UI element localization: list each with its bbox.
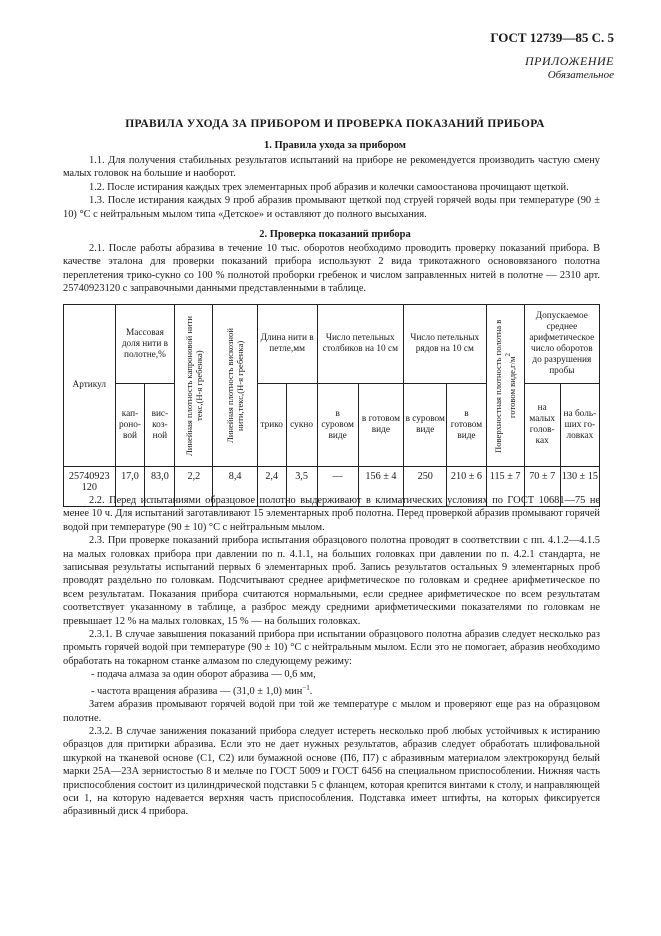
header-article: Артикул — [64, 305, 116, 467]
appendix-type: Обязательное — [547, 69, 614, 81]
header-sukno: сукно — [286, 384, 317, 467]
paragraph-2-3: 2.3. При проверке показаний прибора испытания образцового полотна проводят в соответствии с пп. 4.1.2—4.1.5 на малых головках прибора при давлении по п. 4.1.1, на больших головках при давлении по п. 4.2.1 стандарта, не записывая результаты испытаний первых 6 элементарных проб. Запись результатов остальных 9 элементарных проб проводят раздельно по головкам. Подсчитывают среднее арифметическое по головкам и среднее арифметическое по всем результатам. Показания прибора считаются нормальными, если среднее арифметическое по всем результатам соответствует указанному в таблице, а разброс между средними арифметическими показателями по головкам не превышает 12 % на малых головках, 15 % — на больших головках. — [63, 535, 600, 627]
paragraph-2-3-1: 2.3.1. В случае завышения показаний прибора при испытании образцового полотна абразив следует несколько раз промыть горячей водой при температуре (90 ± 10) °С с нейтральным мылом. Если это не помогает, абразив необходимо обработать на токарном станке алмазом по следующему режиму: — [63, 629, 600, 667]
cell-courses-raw: 250 — [404, 467, 447, 507]
paragraph-2-1: 2.1. После работы абразива в течение 10 тыс. оборотов необходимо проводить проверку показаний прибора. В качестве эталона для проверки показаний прибора используют 2 вида трикотажного основовязаного полотна переплетения трико-сукно со 100 % полнотой проборки гребенок и числом заправленных нитей в полотне — 2310 арт. 25740923120 с заправочными данными представленными в таблице. — [63, 243, 600, 295]
cell-big-heads: 130 ± 15 — [560, 467, 599, 507]
appendix-label: ПРИЛОЖЕНИЕ — [525, 54, 614, 68]
header-lin-density-kapron: Линейная плотность капроновой нити текс,(Н-я гребенка) — [175, 305, 213, 467]
section2-continued — [63, 494, 600, 819]
section2-heading: 2. Проверка показаний прибора — [259, 229, 411, 240]
parameters-table — [63, 304, 600, 507]
paragraph-1-3: 1.3. После истирания каждых 9 проб абразив промывают щеткой под струей горячей воды при температуре (90 ± 10) °С с нейтральным мылом типа «Детское» и оставляют до полного высыхания. — [63, 195, 600, 220]
paragraph-1-1: 1.1. Для получения стабильных результатов испытаний на приборе не рекомендуется производить частую смену малых головок на большие и наоборот. — [63, 155, 600, 180]
header-mass-share: Массовая доля нити в полотне,% — [115, 305, 175, 384]
header-lin-density-viscose: Линейная плотность вискозной нити,текс,(Н-я гребенка) — [213, 305, 257, 467]
cell-small-heads: 70 ± 7 — [524, 467, 560, 507]
cell-article: 25740923 120 — [64, 467, 116, 507]
header-surface-density: Поверхностная плотность полотна в готовом $виде,г/м^2$ — [486, 305, 524, 467]
cell-kapron: 17,0 — [115, 467, 145, 507]
list-item-rotation: - частота вращения абразива — (31,0 ± 1,0) мин$^{-1}$. — [91, 683, 313, 697]
header-mean-revolutions: Допускаемое среднее арифметическое число оборотов до разрушения пробы — [524, 305, 599, 384]
cell-viscose: 83,0 — [145, 467, 175, 507]
paragraph-2-2: 2.2. Перед испытаниями образцовое полотно выдерживают в климатических условиях по ГОСТ 10681—75 не менее 10 ч. Для испытаний заготавливают 15 элементарных проб полотна. Перед проверкой абразив промывают горячей водой при температуре (90 ± 10) °С с нейтральным мылом. — [63, 495, 600, 533]
header-triko: трико — [257, 384, 286, 467]
header-wales-raw: в суровом виде — [317, 384, 358, 467]
paragraph-2-3-1-b: Затем абразив промывают горячей водой при той же температуре с мылом и проверяют еще раз на образцовом полотне. — [63, 699, 600, 724]
header-courses-finished: в готовом виде — [447, 384, 486, 467]
cell-lin-kapron: 2,2 — [175, 467, 213, 507]
header-viscose: вис-коз-ной — [145, 384, 175, 467]
section1-heading: 1. Правила ухода за прибором — [264, 140, 406, 151]
cell-wales-raw: — — [317, 467, 358, 507]
header-big-heads: на боль-ших го-ловках — [560, 384, 599, 467]
header-wales: Число петельных столбиков на 10 см — [317, 305, 404, 384]
header-courses: Число петельных рядов на 10 см — [404, 305, 486, 384]
cell-len-triko: 2,4 — [257, 467, 286, 507]
cell-len-sukno: 3,5 — [286, 467, 317, 507]
header-kapron: кап-роно-вой — [115, 384, 145, 467]
document-title: ПРАВИЛА УХОДА ЗА ПРИБОРОМ И ПРОВЕРКА ПОКАЗАНИЙ ПРИБОРА — [125, 118, 545, 130]
cell-courses-finished: 210 ± 6 — [447, 467, 486, 507]
page-header: ГОСТ 12739—85 С. 5 — [490, 30, 614, 45]
section2-intro — [63, 242, 600, 296]
cell-wales-finished: 156 ± 4 — [358, 467, 403, 507]
cell-surface-density: 115 ± 7 — [486, 467, 524, 507]
header-wales-finished: в готовом виде — [358, 384, 403, 467]
header-small-heads: на малых голов-ках — [524, 384, 560, 467]
cell-lin-viscose: 8,4 — [213, 467, 257, 507]
section1-body — [63, 154, 600, 221]
header-loop-length: Длина нити в петле,мм — [257, 305, 317, 384]
paragraph-2-3-2: 2.3.2. В случае занижения показаний прибора следует истереть несколько проб любых устойчивых к истиранию образцов для притирки абразива. Если это не дает нужных результатов, абразив следует обработать шлифовальной шкуркой на тканевой основе (С1, С2) или бумажной основе (П6, П7) с абразивным материалом электрокорунд белый марки 25А—23А зернистостью 8 и мельче по ГОСТ 5009 и ГОСТ 6456 на специальном приспособлении. Нижняя часть приспособления состоит из цилиндрической подставки 5 с фланцем, которая крепится винтами к столу, и направляющей оси 1, на которую надевается верхняя часть приспособления. Подставка имеет штифты, на которых фиксируется абразивный диск 4 прибора. — [63, 725, 600, 818]
list-item-feed: - подача алмаза за один оборот абразива — 0,6 мм, — [91, 669, 316, 681]
header-courses-raw: в суровом виде — [404, 384, 447, 467]
paragraph-1-2: 1.2. После истирания каждых трех элементарных проб абразив и колечки самоостанова прочищают щеткой. — [89, 181, 569, 193]
